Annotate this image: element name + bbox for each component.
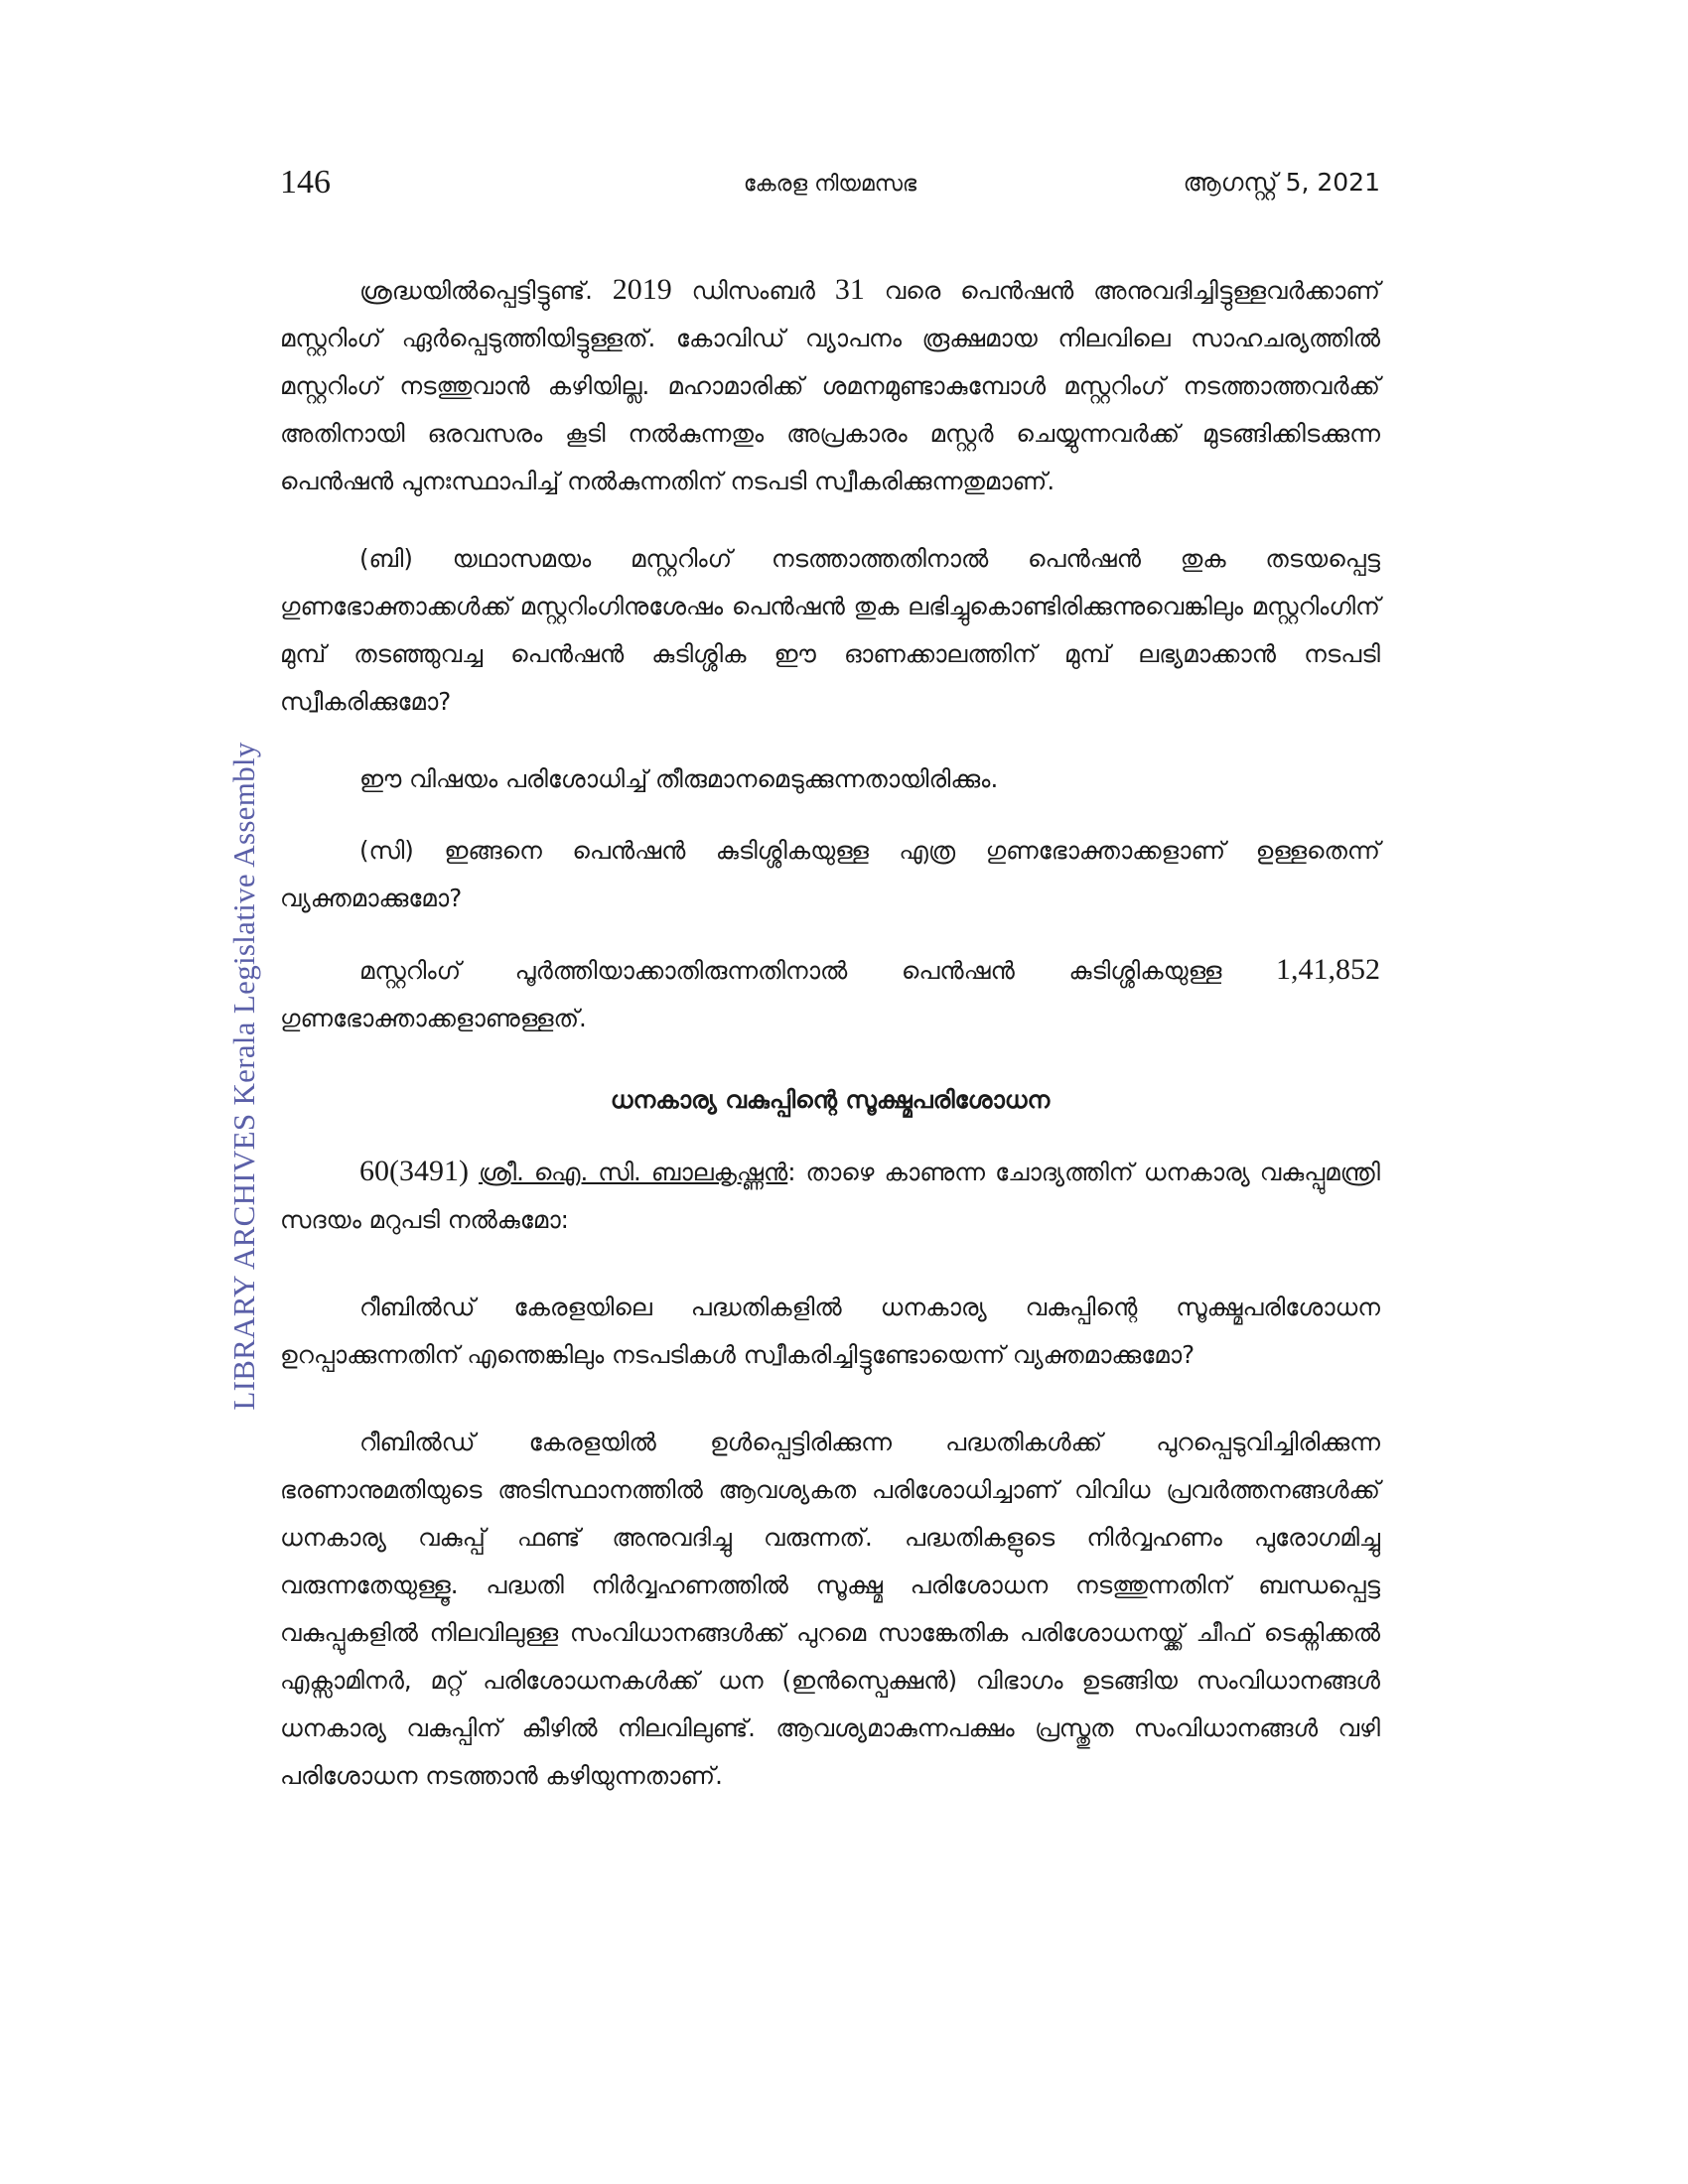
- paragraph-answer-b: ഈ വിഷയം പരിശോധിച്ച് തീരുമാനമെടുക്കുന്നതായിരിക്കും.: [359, 764, 999, 793]
- paragraph-text: ശ്രദ്ധയിൽപ്പെട്ടിട്ടുണ്ട്.: [359, 276, 613, 305]
- paragraph-answer-c: [280, 946, 1380, 1042]
- paragraph-question-b: (ബി) യഥാസമയം മസ്റ്ററിംഗ് നടത്താത്തതിനാൽ പെൻഷൻ തുക തടയപ്പെട്ട ഗുണഭോക്താക്കൾക്ക് മസ്റ്ററിംഗിനുശേഷം പെൻഷൻ തുക ലഭിച്ചുകൊണ്ടിരിക്കുന്നുവെങ്കിലും മസ്റ്ററിംഗിന് മുമ്പ് തടഞ്ഞുവച്ച പെൻഷൻ കുടിശ്ശിക ഈ ഓണക്കാലത്തിന് മുമ്പ് ലഭ്യമാക്കാൻ നടപടി സ്വീകരിക്കുമോ?: [280, 544, 1380, 716]
- header-title: കേരള നിയമസഭ: [743, 172, 917, 197]
- paragraph-question: റീബിൽഡ് കേരളയിലെ പദ്ധതികളിൽ ധനകാര്യ വകുപ്പിന്റെ സൂക്ഷ്മപരിശോധന ഉറപ്പാക്കുന്നതിന് എന്തെങ്കിലും നടപടികൾ സ്വീകരിച്ചിട്ടുണ്ടോയെന്ന് വ്യക്തമാക്കുമോ?: [280, 1293, 1380, 1369]
- paragraph-text: : താഴെ കാണുന്ന ചോദ്യത്തിന് ധനകാര്യ വകുപ്പുമന്ത്രി സദയം മറുപടി നൽകുമോ:: [280, 1158, 1380, 1234]
- paragraph-text: ഡിസംബർ: [671, 276, 835, 305]
- header-date: ആഗസ്റ്റ് 5, 2021: [1183, 168, 1380, 197]
- paragraph-text: ഗുണഭോക്താക്കളാണുള്ളത്.: [280, 1004, 587, 1032]
- paragraph-answer: റീബിൽഡ് കേരളയിൽ ഉൾപ്പെട്ടിരിക്കുന്ന പദ്ധതികൾക്ക് പുറപ്പെടുവിച്ചിരിക്കുന്ന ഭരണാനുമതിയുടെ അടിസ്ഥാനത്തിൽ ആവശ്യകത പരിശോധിച്ചാണ് വിവിധ പ്രവർത്തനങ്ങൾക്ക് ധനകാര്യ വകുപ്പ് ഫണ്ട് അനുവദിച്ചു വരുന്നത്. പദ്ധതികളുടെ നിർവ്വഹണം പുരോഗമിച്ചു വരുന്നതേയുള്ളൂ. പദ്ധതി നിർവ്വഹണത്തിൽ സൂക്ഷ്മ പരിശോധന നടത്തുന്നതിന് ബന്ധപ്പെട്ട വകുപ്പുകളിൽ നിലവിലുള്ള സംവിധാനങ്ങൾക്ക് പുറമെ സാങ്കേതിക പരിശോധനയ്ക്ക് ചീഫ് ടെക്നിക്കൽ എക്സാമിനർ, മറ്റ് പരിശോധനകൾക്ക് ധന (ഇൻസ്പെക്ഷൻ) വിഭാഗം ഉടങ്ങിയ സംവിധാനങ്ങൾ ധനകാര്യ വകുപ്പിന് കീഴിൽ നിലവിലുണ്ട്. ആവശ്യമാകുന്നപക്ഷം പ്രസ്തുത സംവിധാനങ്ങൾ വഴി പരിശോധന നടത്താൻ കഴിയുന്നതാണ്.: [280, 1428, 1380, 1790]
- question-intro: [280, 1148, 1380, 1244]
- member-name: ശ്രീ. ഐ. സി. ബാലകൃഷ്ണൻ: [479, 1158, 788, 1186]
- paragraph-text: മസ്റ്ററിംഗ് പൂർത്തിയാക്കാതിരുന്നതിനാൽ പെൻഷൻ കുടിശ്ശികയുള്ള: [359, 956, 1276, 985]
- archive-watermark: LIBRARY ARCHIVES Kerala Legislative Assembly: [226, 742, 261, 1411]
- question-number: 60(3491): [359, 1155, 469, 1187]
- year-number: 2019: [612, 273, 672, 306]
- paragraph-text: വരെ പെൻഷൻ അനുവദിച്ചിട്ടുള്ളവർക്കാണ് മസ്റ്ററിംഗ് ഏർപ്പെടുത്തിയിട്ടുള്ളത്. കോവിഡ് വ്യാപനം രൂക്ഷമായ നിലവിലെ സാഹചര്യത്തിൽ മസ്റ്ററിംഗ് നടത്തുവാൻ കഴിയില്ല. മഹാമാരിക്ക് ശമനമുണ്ടാകുമ്പോൾ മസ്റ്ററിംഗ് നടത്താത്തവർക്ക് അതിനായി ഒരവസരം കൂടി നൽകുന്നതും അപ്രകാരം മസ്റ്റർ ചെയ്യുന്നവർക്ക് മുടങ്ങിക്കിടക്കുന്ന പെൻഷൻ പുനഃസ്ഥാപിച്ച് നൽകുന്നതിന് നടപടി സ്വീകരിക്കുന്നതുമാണ്.: [280, 276, 1380, 495]
- page-header: [280, 164, 1380, 213]
- beneficiary-count: 1,41,852: [1276, 953, 1380, 986]
- paragraph-question-c: (സി) ഇങ്ങനെ പെൻഷൻ കുടിശ്ശികയുള്ള എത്ര ഗുണഭോക്താക്കളാണ് ഉള്ളതെന്ന് വ്യക്തമാക്കുമോ?: [280, 836, 1380, 912]
- paragraph-answer-a: [280, 266, 1380, 505]
- day-number: 31: [834, 273, 865, 306]
- document-body: [280, 266, 1380, 1800]
- page-number: 146: [280, 164, 331, 201]
- section-heading: ധനകാര്യ വകുപ്പിന്റെ സൂക്ഷ്മപരിശോധന: [610, 1085, 1051, 1114]
